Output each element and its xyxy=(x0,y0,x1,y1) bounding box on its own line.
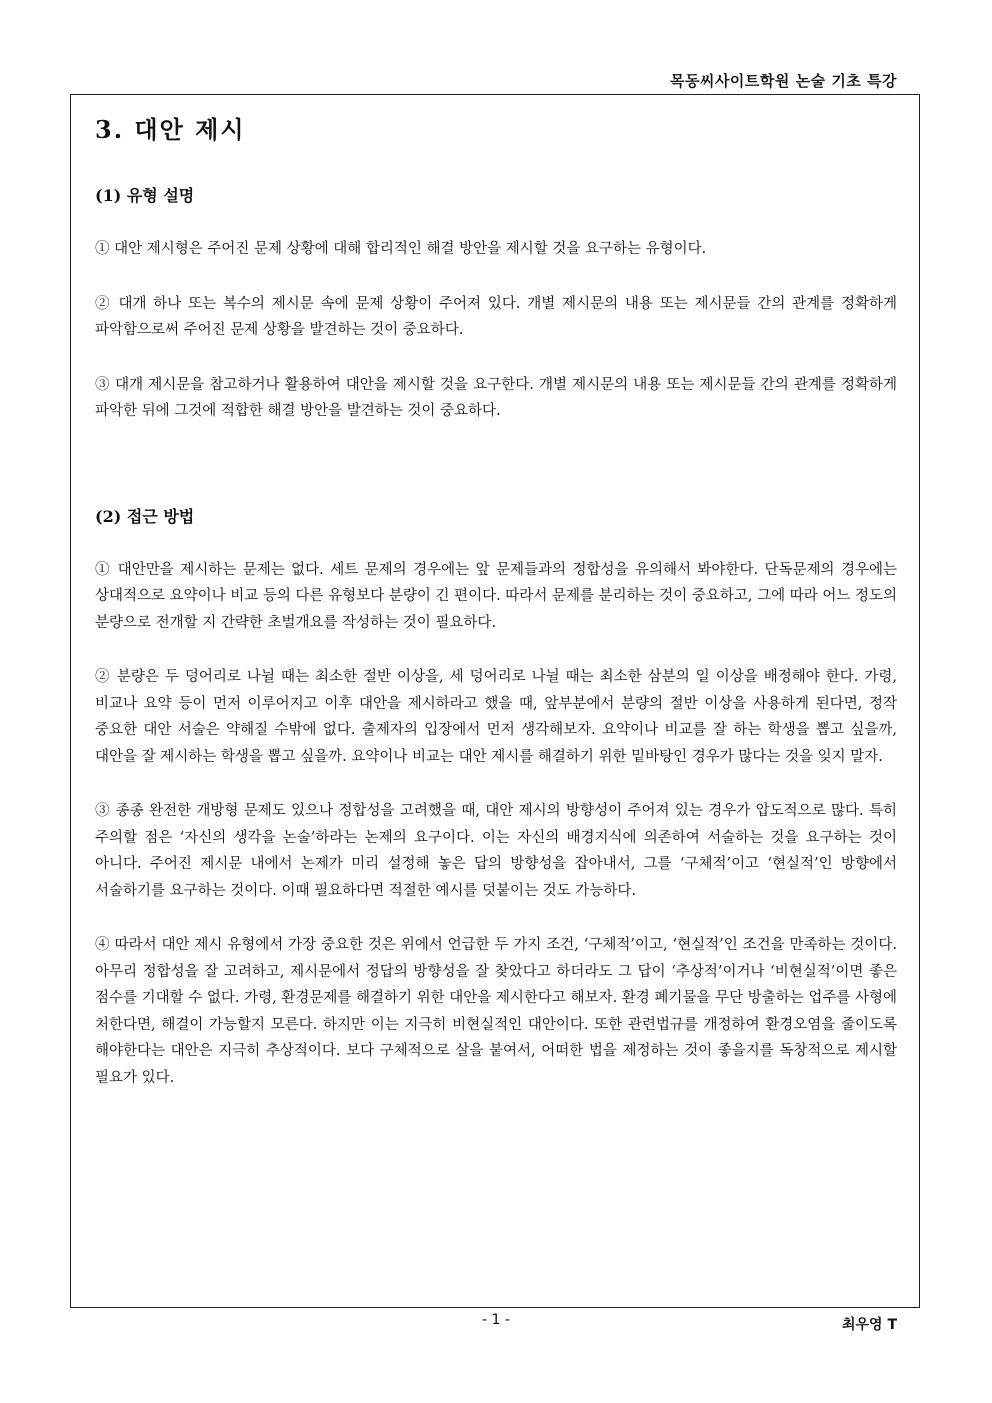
author-name: 최우영 T xyxy=(842,1317,897,1333)
subsection-title-approach-method: (2) 접근 방법 xyxy=(95,506,195,526)
paragraph: ③ 대개 제시문을 참고하거나 활용하여 대안을 제시할 것을 요구한다. 개별 제시문의 내용 또는 제시문들 간의 관계를 정확하게 파악한 뒤에 그것에 적합한 해결 방안을 발견하는 것이 중요하다. xyxy=(95,376,897,419)
paragraph: ② 분량은 두 덩어리로 나뉠 때는 최소한 절반 이상을, 세 덩어리로 나뉠 때는 최소한 삼분의 일 이상을 배정해야 한다. 가령, 비교나 요약 등이 먼저 이루어지고 이후 대안을 제시하라고 했을 때, 앞부분에서 분량의 절반 이상을 사용하게 된다면, 정작 중요한 대안 서술은 약해질 수밖에 없다. 출제자의 입장에서 먼저 생각해보자. 요약이나 비교를 잘 하는 학생을 뽑고 싶을까, 대안을 잘 제시하는 학생을 뽑고 싶을까. 요약이나 비교는 대안 제시를 해결하기 위한 밑바탕인 경우가 많다는 것을 잊지 말자. xyxy=(95,669,897,765)
paragraph: ④ 따라서 대안 제시 유형에서 가장 중요한 것은 위에서 언급한 두 가지 조건, ‘구체적’이고, ‘현실적’인 조건을 만족하는 것이다. 아무리 정합성을 잘 고려하고, 제시문에서 정답의 방향성을 잘 찾았다고 하더라도 그 답이 ‘추상적’이거나 ‘비현실적’이면 좋은 점수를 기대할 수 없다. 가령, 환경문제를 해결하기 위한 대안을 제시한다고 해보자. 환경 폐기물을 무단 방출하는 업주를 사형에 처한다면, 해결이 가능할지 모른다. 하지만 이는 지극히 비현실적인 대안이다. 또한 관련법규를 개정하여 환경오염을 줄이도록 해야한다는 대안은 지극히 추상적이다. 보다 구체적으로 살을 붙여서, 어떠한 법을 제정하는 것이 좋을지를 독창적으로 제시할 필요가 있다. xyxy=(95,937,897,1086)
paragraph: ① 대안 제시형은 주어진 문제 상황에 대해 합리적인 해결 방안을 제시할 것을 요구하는 유형이다. xyxy=(95,241,707,257)
paragraph: ② 대개 하나 또는 복수의 제시문 속에 문제 상황이 주어져 있다. 개별 제시문의 내용 또는 제시문들 간의 관계를 정확하게 파악함으로써 주어진 문제 상황을 발견하는 것이 중요하다. xyxy=(95,295,897,338)
page-number: - 1 - xyxy=(482,1312,510,1328)
subsection-title-type-description: (1) 유형 설명 xyxy=(95,186,195,205)
paragraph: ③ 종종 완전한 개방형 문제도 있으나 정합성을 고려했을 때, 대안 제시의 방향성이 주어져 있는 경우가 압도적으로 많다. 특히 주의할 점은 ‘자신의 생각을 논술’하라는 논제의 요구이다. 이는 자신의 배경지식에 의존하여 서술하는 것을 요구하는 것이 아니다. 주어진 제시문 내에서 논제가 미리 설정해 놓은 답의 방향성을 잡아내서, 그를 ‘구체적’이고 ‘현실적’인 방향에서 서술하기를 요구하는 것이다. 이때 필요하다면 적절한 예시를 덧붙이는 것도 가능하다. xyxy=(95,803,897,899)
document-body xyxy=(95,112,897,1119)
section-title: 3. 대안 제시 xyxy=(95,115,246,144)
header-title: 목동씨사이트학원 논술 기초 특강 xyxy=(669,72,897,90)
paragraph: ① 대안만을 제시하는 문제는 없다. 세트 문제의 경우에는 앞 문제들과의 정합성을 유의해서 봐야한다. 단독문제의 경우에는 상대적으로 요약이나 비교 등의 다른 유형보다 분량이 긴 편이다. 따라서 문제를 분리하는 것이 중요하고, 그에 따라 어느 정도의 분량으로 전개할 지 간략한 초벌개요를 작성하는 것이 필요하다. xyxy=(95,561,897,631)
